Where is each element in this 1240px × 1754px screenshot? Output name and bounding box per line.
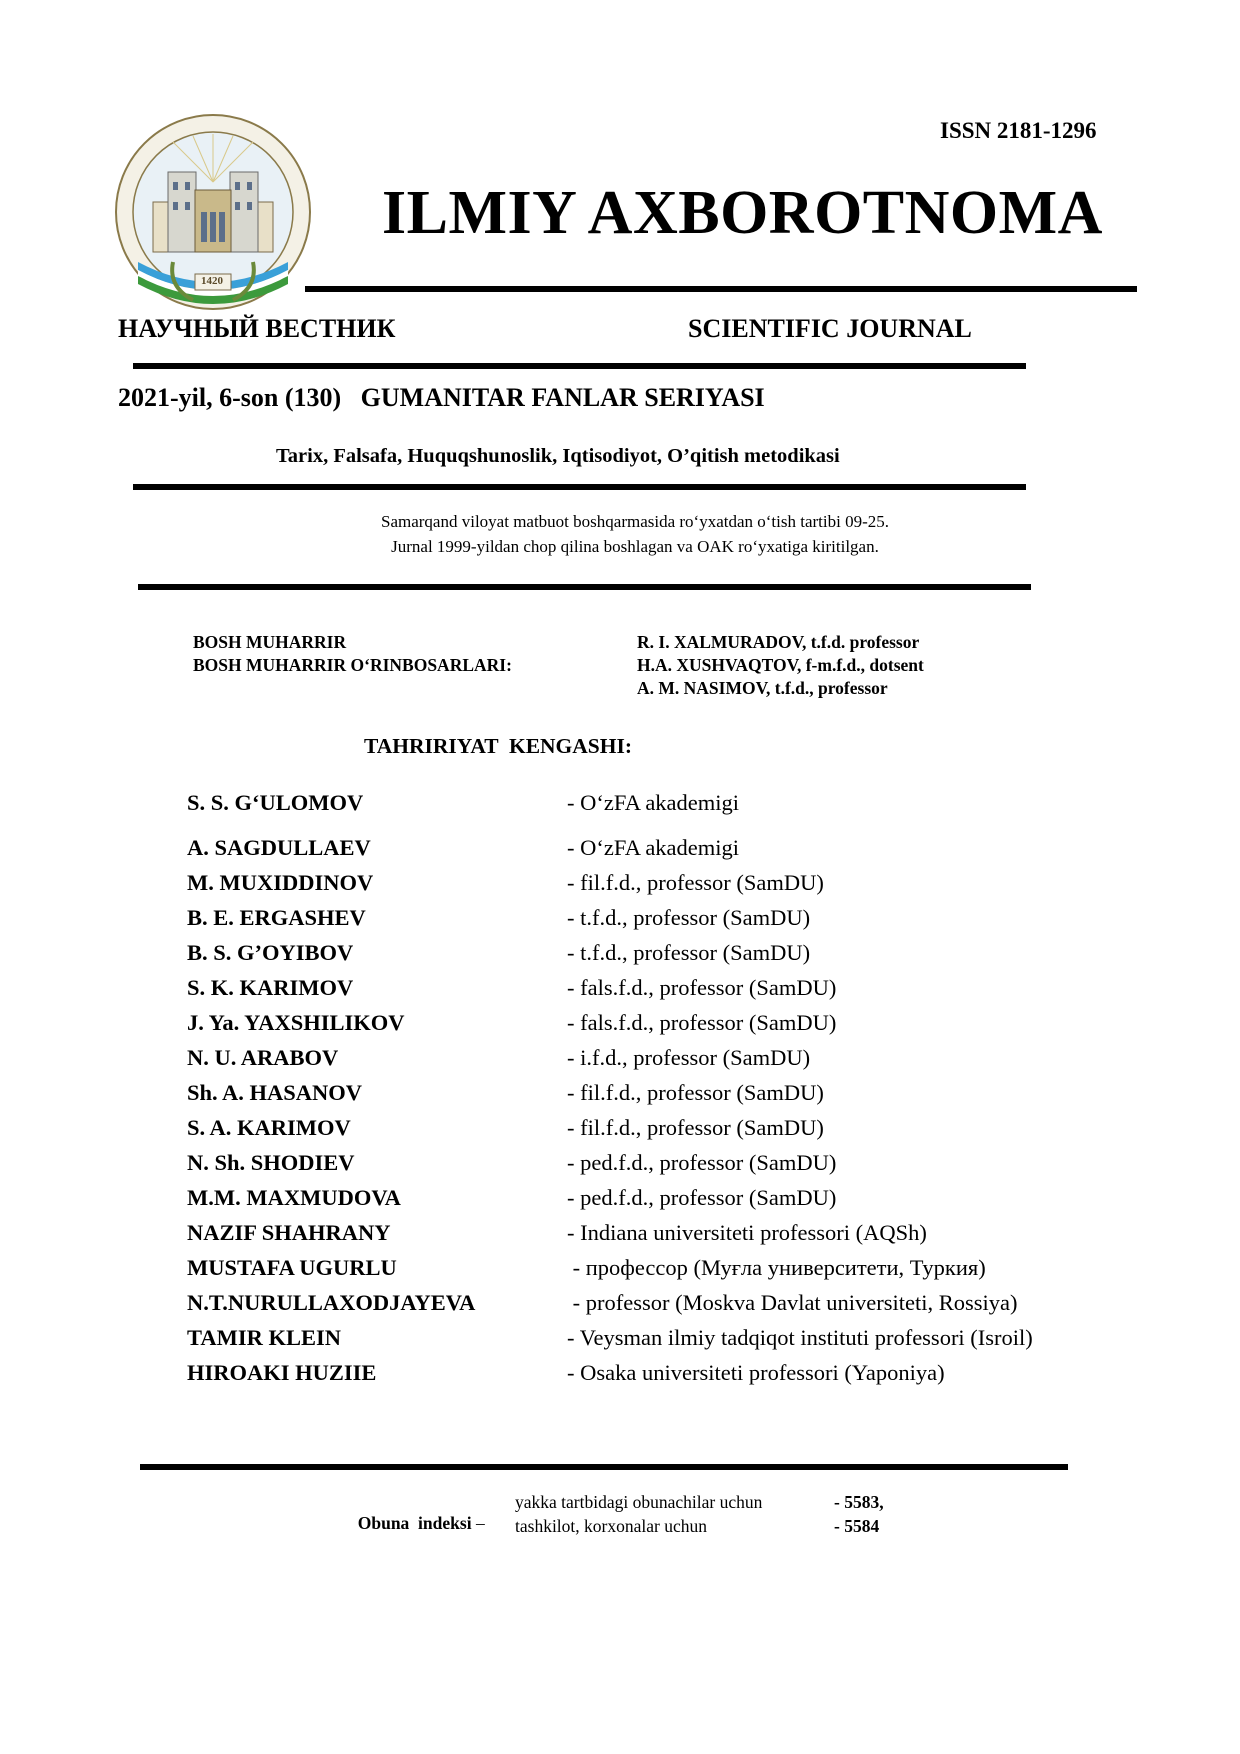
member-name: B. E. ERGASHEV (187, 905, 366, 930)
journal-title-russian: НАУЧНЫЙ ВЕСТНИК (118, 314, 396, 343)
university-seal-icon (113, 112, 313, 312)
member-title: - Indiana universiteti professori (AQSh) (567, 1220, 927, 1245)
board-member-row (187, 870, 1147, 904)
board-member-row (187, 975, 1147, 1009)
subscription-dash: – (471, 1513, 490, 1533)
member-title: - t.f.d., professor (SamDU) (567, 905, 811, 930)
board-member-row (187, 1115, 1147, 1149)
board-member-row (187, 1255, 1147, 1289)
member-name: M.M. MAXMUDOVA (187, 1185, 401, 1210)
member-title: - fals.f.d., professor (SamDU) (567, 975, 837, 1000)
member-name: A. SAGDULLAEV (187, 835, 371, 860)
member-title: - O‘zFA akademigi (567, 835, 740, 860)
member-title: - t.f.d., professor (SamDU) (567, 940, 811, 965)
registration-line: Jurnal 1999-yildan chop qilina boshlagan va OAK ro‘yxatiga kiritilgan. (391, 537, 879, 556)
member-title: - professor (Moskva Davlat universiteti, Rossiya) (567, 1290, 1018, 1315)
subscription-organization-code: - 5584 (834, 1516, 880, 1536)
issn-number: ISSN 2181-1296 (940, 118, 1097, 143)
registration-rule (138, 584, 1031, 590)
member-name: M. MUXIDDINOV (187, 870, 374, 895)
subjects-line: Tarix, Falsafa, Huquqshunoslik, Iqtisodiyot, O’qitish metodikasi (276, 445, 840, 467)
board-member-row (187, 1150, 1147, 1184)
member-name: N.T.NURULLAXODJAYEVA (187, 1290, 476, 1315)
issue-info: 2021-yil, 6-son (130) GUMANITAR FANLAR SERIYASI (118, 383, 765, 412)
member-name: MUSTAFA UGURLU (187, 1255, 397, 1280)
board-member-row (187, 1220, 1147, 1254)
member-name: HIROAKI HUZIIE (187, 1360, 377, 1385)
board-member-row (187, 790, 1147, 824)
member-title: - fals.f.d., professor (SamDU) (567, 1010, 837, 1035)
seal-year-label: 1420 (201, 275, 223, 287)
member-name: Sh. A. HASANOV (187, 1080, 363, 1105)
board-member-row (187, 1290, 1147, 1324)
chief-editor-name: R. I. XALMURADOV, t.f.d. professor (637, 632, 920, 652)
member-title: - fil.f.d., professor (SamDU) (567, 1115, 824, 1140)
deputy-editor-name: A. M. NASIMOV, t.f.d., professor (637, 678, 888, 698)
member-name: S. S. G‘ULOMOV (187, 790, 364, 815)
member-title: - i.f.d., professor (SamDU) (567, 1045, 811, 1070)
member-title: - fil.f.d., professor (SamDU) (567, 1080, 824, 1105)
registration-line: Samarqand viloyat matbuot boshqarmasida ro‘yxatdan o‘tish tartibi 09-25. (381, 512, 889, 531)
subscription-organization-text: tashkilot, korxonalar uchun (515, 1516, 707, 1536)
chief-editor-label: BOSH MUHARRIR (193, 632, 347, 652)
subscription-line (349, 1492, 489, 1534)
title-rule (133, 363, 1026, 369)
member-title: - Osaka universiteti professori (Yaponiya) (567, 1360, 945, 1385)
subscription-individual-text: yakka tartbidagi obunachilar uchun (515, 1492, 763, 1512)
journal-title-english: SCIENTIFIC JOURNAL (688, 314, 972, 343)
subjects-rule (133, 484, 1026, 490)
footer-rule (140, 1464, 1068, 1470)
board-member-row (187, 1185, 1147, 1219)
member-title: - fil.f.d., professor (SamDU) (567, 870, 824, 895)
board-member-row (187, 940, 1147, 974)
deputy-editor-name: H.A. XUSHVAQTOV, f-m.f.d., dotsent (637, 655, 924, 675)
board-member-row (187, 1360, 1147, 1394)
member-title: - ped.f.d., professor (SamDU) (567, 1185, 837, 1210)
member-name: N. Sh. SHODIEV (187, 1150, 355, 1175)
journal-title: ILMIY AXBOROTNOMA (382, 179, 1103, 247)
member-name: N. U. ARABOV (187, 1045, 339, 1070)
board-member-row (187, 835, 1147, 869)
header-rule (305, 286, 1137, 292)
board-member-row (187, 1080, 1147, 1114)
board-member-row (187, 1045, 1147, 1079)
board-member-row (187, 1010, 1147, 1044)
member-title: - ped.f.d., professor (SamDU) (567, 1150, 837, 1175)
member-title: - Veysman ilmiy tadqiqot instituti professori (Isroil) (567, 1325, 1033, 1350)
member-name: NAZIF SHAHRANY (187, 1220, 391, 1245)
member-name: B. S. G’OYIBOV (187, 940, 354, 965)
member-title: - O‘zFA akademigi (567, 790, 740, 815)
member-title: - профессор (Муғла университети, Туркия) (567, 1255, 986, 1280)
editorial-board-heading: TAHRIRIYAT KENGASHI: (364, 734, 633, 758)
member-name: S. A. KARIMOV (187, 1115, 351, 1140)
deputy-editors-label: BOSH MUHARRIR O‘RINBOSARLARI: (193, 655, 512, 675)
board-member-row (187, 1325, 1147, 1359)
member-name: S. K. KARIMOV (187, 975, 354, 1000)
subscription-label: Obuna indeksi (357, 1513, 472, 1533)
member-name: TAMIR KLEIN (187, 1325, 341, 1350)
member-name: J. Ya. YAXSHILIKOV (187, 1010, 405, 1035)
subscription-individual-code: - 5583, (834, 1492, 884, 1512)
board-member-row (187, 905, 1147, 939)
